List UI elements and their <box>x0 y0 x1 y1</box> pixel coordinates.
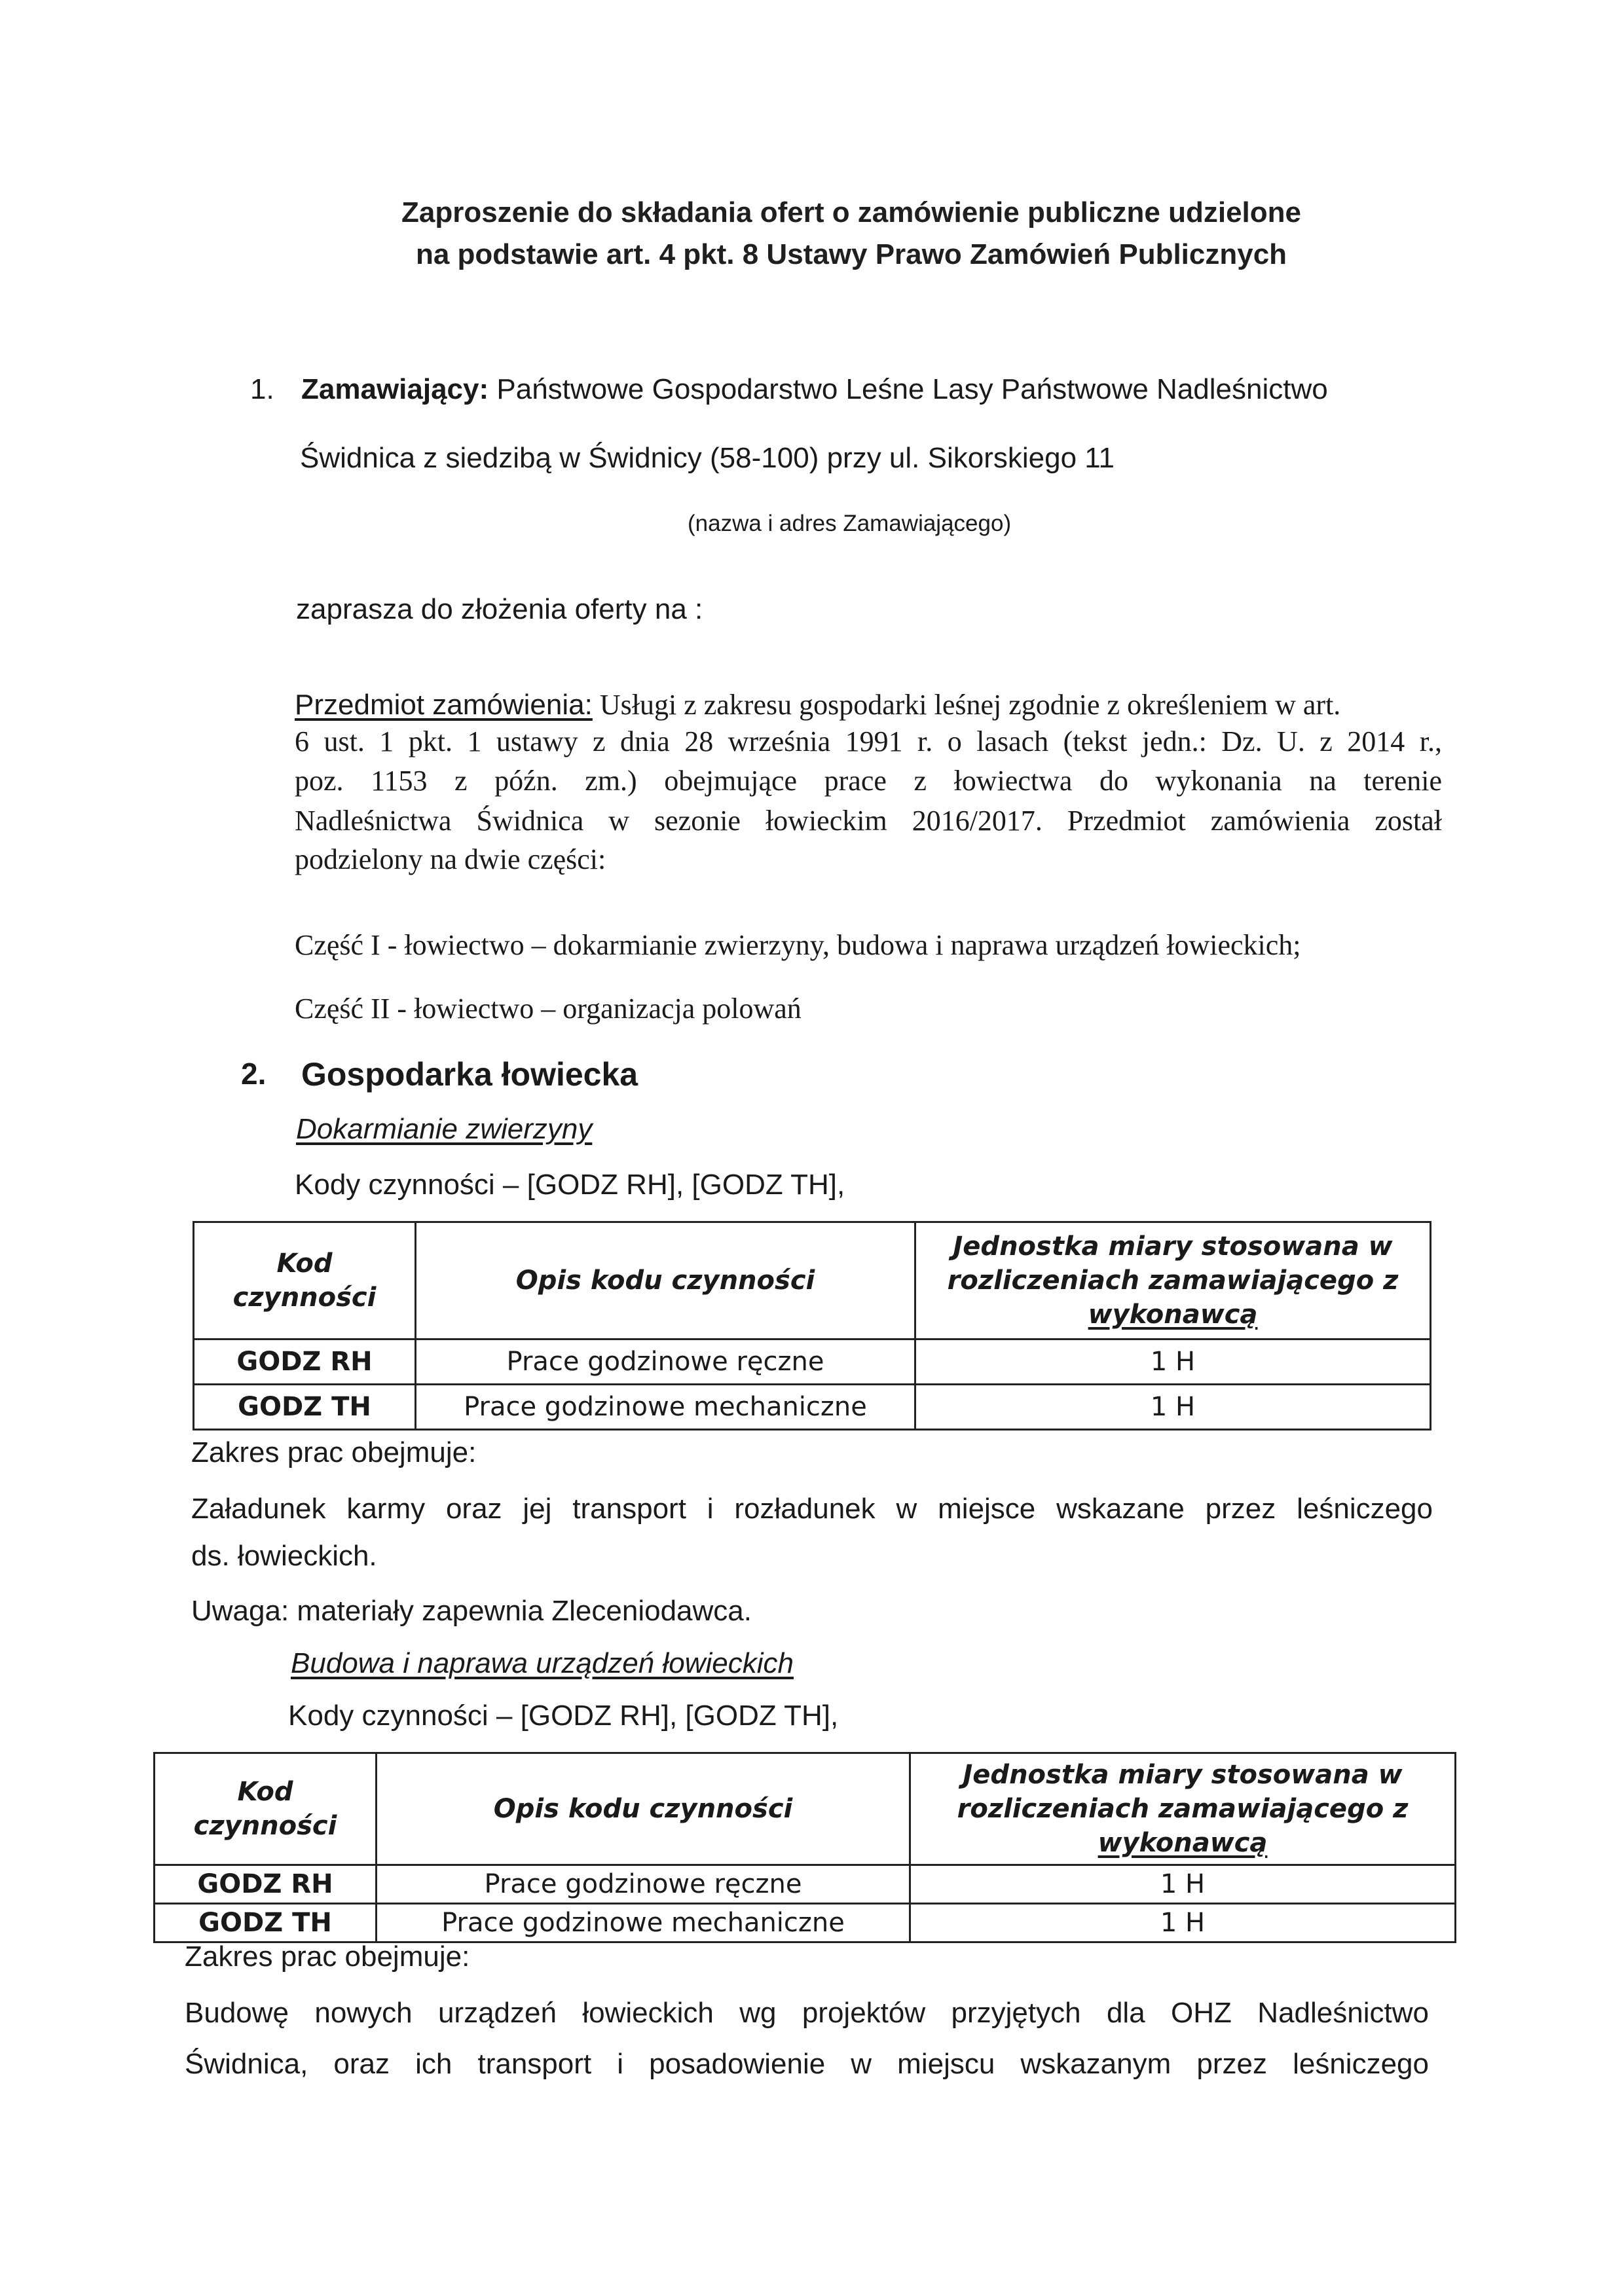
subject-line-1 <box>295 687 1442 723</box>
subject-line-1-text: Usługi z zakresu gospodarki leśnej zgodnie z określeniem w art. <box>592 689 1341 721</box>
section-2-heading: Gospodarka łowiecka <box>301 1056 638 1093</box>
subject-line-4: Nadleśnictwa Świdnica w sezonie łowieckim 2016/2017. Przedmiot zamówienia został <box>295 805 1442 837</box>
activity-codes-devices: Kody czynności – [GODZ RH], [GODZ TH], <box>288 1700 839 1732</box>
part-2-text: Część II - łowiectwo – organizacja polowań <box>295 993 802 1025</box>
subject-line-5: podzielony na dwie części: <box>295 843 606 875</box>
table-row <box>194 1385 1431 1430</box>
table-row <box>155 1904 1456 1942</box>
cell-description: Prace godzinowe mechaniczne <box>416 1385 915 1430</box>
activity-codes-table-feeding <box>193 1221 1431 1430</box>
cell-unit: 1 H <box>915 1385 1431 1430</box>
header-description: Opis kodu czynności <box>377 1753 910 1865</box>
activity-codes-feeding: Kody czynności – [GODZ RH], [GODZ TH], <box>295 1169 845 1201</box>
cell-unit: 1 H <box>915 1339 1431 1385</box>
subject-line-3: poz. 1153 z późn. zm.) obejmujące prace z łowiectwa do wykonania na terenie <box>295 765 1442 797</box>
cell-unit: 1 H <box>910 1865 1456 1904</box>
cell-unit: 1 H <box>910 1904 1456 1942</box>
table-header-row <box>194 1222 1431 1339</box>
table-header-row <box>155 1753 1456 1865</box>
scope-text-devices-line-2: Świdnica, oraz ich transport i posadowienie w miejscu wskazanym przez leśniczego <box>185 2048 1429 2080</box>
section-1-line-2: Świdnica z siedzibą w Świdnicy (58-100) przy ul. Sikorskiego 11 <box>300 442 1115 474</box>
cell-description: Prace godzinowe ręczne <box>377 1865 910 1904</box>
zamawiajacy-label: Zamawiający: <box>301 373 489 405</box>
cell-code: GODZ TH <box>194 1385 416 1430</box>
section-1-number: 1. <box>250 373 274 405</box>
section-2-number: 2. <box>241 1057 267 1091</box>
activity-codes-table-devices <box>153 1752 1456 1943</box>
cell-code: GODZ RH <box>194 1339 416 1385</box>
scope-label-devices: Zakres prac obejmuje: <box>185 1941 470 1973</box>
section-1-line-1 <box>301 373 1328 406</box>
scope-text-feeding-line-2: ds. łowieckich. <box>191 1540 377 1572</box>
scope-text-devices-line-1: Budowę nowych urządzeń łowieckich wg projektów przyjętych dla OHZ Nadleśnictwo <box>185 1997 1429 2029</box>
cell-description: Prace godzinowe mechaniczne <box>377 1904 910 1942</box>
scope-text-feeding-line-1: Załadunek karmy oraz jej transport i rozładunek w miejsce wskazane przez leśniczego <box>191 1493 1433 1525</box>
subsection-title-devices: Budowa i naprawa urządzeń łowieckich <box>291 1647 794 1679</box>
header-code: Kod czynności <box>194 1222 416 1339</box>
scope-label-feeding: Zakres prac obejmuje: <box>191 1436 477 1468</box>
header-unit: Jednostka miary stosowana w rozliczeniach zamawiającego z wykonawcą <box>910 1753 1456 1865</box>
document-title-line-2: na podstawie art. 4 pkt. 8 Ustawy Prawo Zamówień Publicznych <box>415 238 1287 270</box>
materials-note: Uwaga: materiały zapewnia Zleceniodawca. <box>191 1595 752 1627</box>
subject-paragraph <box>295 687 1442 879</box>
header-description: Opis kodu czynności <box>416 1222 915 1339</box>
table-row <box>155 1865 1456 1904</box>
invitation-text: zaprasza do złożenia oferty na : <box>296 593 703 625</box>
cell-code: GODZ RH <box>155 1865 377 1904</box>
part-1-text: Część I - łowiectwo – dokarmianie zwierzyny, budowa i naprawa urządzeń łowieckich; <box>295 929 1301 961</box>
header-unit: Jednostka miary stosowana w rozliczeniach zamawiającego z wykonawcą <box>915 1222 1431 1339</box>
subsection-title-feeding: Dokarmianie zwierzyny <box>296 1113 593 1145</box>
table-row <box>194 1339 1431 1385</box>
cell-code: GODZ TH <box>155 1904 377 1942</box>
subject-label: Przedmiot zamówienia: <box>295 689 593 721</box>
header-code: Kod czynności <box>155 1753 377 1865</box>
cell-description: Prace godzinowe ręczne <box>416 1339 915 1385</box>
document-title-line-1: Zaproszenie do składania ofert o zamówienie publiczne udzielone <box>401 196 1302 228</box>
zamawiajacy-name: Państwowe Gospodarstwo Leśne Lasy Państwowe Nadleśnictwo <box>489 373 1328 405</box>
subject-line-2: 6 ust. 1 pkt. 1 ustawy z dnia 28 września 1991 r. o lasach (tekst jedn.: Dz. U. z 2014 r., <box>295 725 1442 757</box>
address-caption: (nazwa i adres Zamawiającego) <box>688 511 1012 536</box>
